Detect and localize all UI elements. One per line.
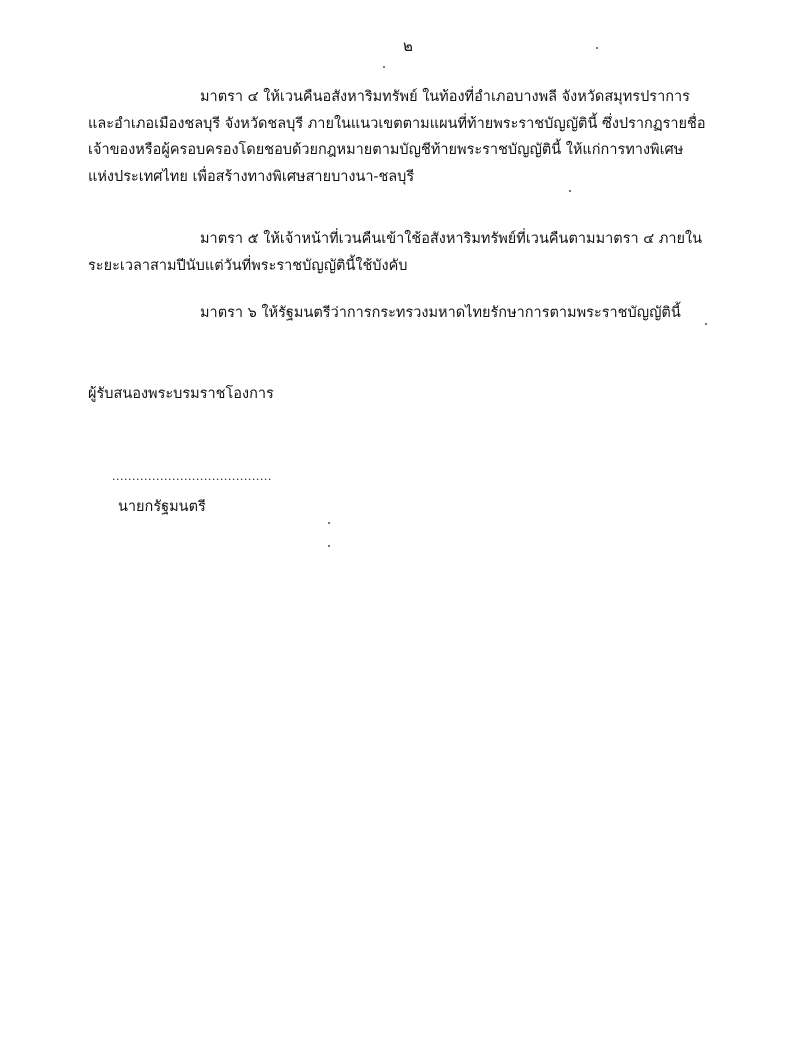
- signature-line: ........................................: [112, 470, 272, 483]
- section-4-line-3: เจ้าของหรือผู้ครอบครองโดยชอบด้วยกฎหมายตามบัญชีท้ายพระราชบัญญัตินี้ ให้แก่การทางพิเศษ: [88, 142, 684, 158]
- signer-title: นายกรัฐมนตรี: [118, 499, 206, 515]
- section-4-line-2: และอำเภอเมืองชลบุรี จังหวัดชลบุรี ภายในแนวเขตตามแผนที่ท้ายพระราชบัญญัตินี้ ซึ่งปรากฏรายชื่อ: [88, 115, 706, 132]
- section-4-paragraph: [88, 84, 706, 190]
- section-4-line-1: มาตรา ๔ ให้เวนคืนอสังหาริมทรัพย์ ในท้องที่อำเภอบางพลี จังหวัดสมุทรปราการ: [200, 89, 690, 105]
- scan-speck: [383, 66, 385, 68]
- scan-speck: [705, 323, 707, 325]
- section-6-paragraph: [88, 300, 681, 327]
- scan-speck: [569, 190, 571, 192]
- section-5-line-2: ระยะเวลาสามปีนับแต่วันที่พระราชบัญญัตินี้ใช้บังคับ: [88, 257, 408, 274]
- page-number: ๒: [403, 37, 413, 55]
- section-6-line-1: มาตรา ๖ ให้รัฐมนตรีว่าการกระทรวงมหาดไทยรักษาการตามพระราชบัญญัตินี้: [200, 305, 681, 321]
- section-5-paragraph: [88, 226, 702, 279]
- section-4-line-4: แห่งประเทศไทย เพื่อสร้างทางพิเศษสายบางนา-ชลบุรี: [88, 168, 415, 185]
- countersign-label: ผู้รับสนองพระบรมราชโองการ: [88, 386, 274, 402]
- scan-speck: [328, 522, 330, 524]
- section-5-line-1: มาตรา ๕ ให้เจ้าหน้าที่เวนคืนเข้าใช้อสังหาริมทรัพย์ที่เวนคืนตามมาตรา ๔ ภายใน: [200, 231, 703, 247]
- scan-speck: [596, 47, 598, 49]
- scan-speck: [328, 545, 330, 547]
